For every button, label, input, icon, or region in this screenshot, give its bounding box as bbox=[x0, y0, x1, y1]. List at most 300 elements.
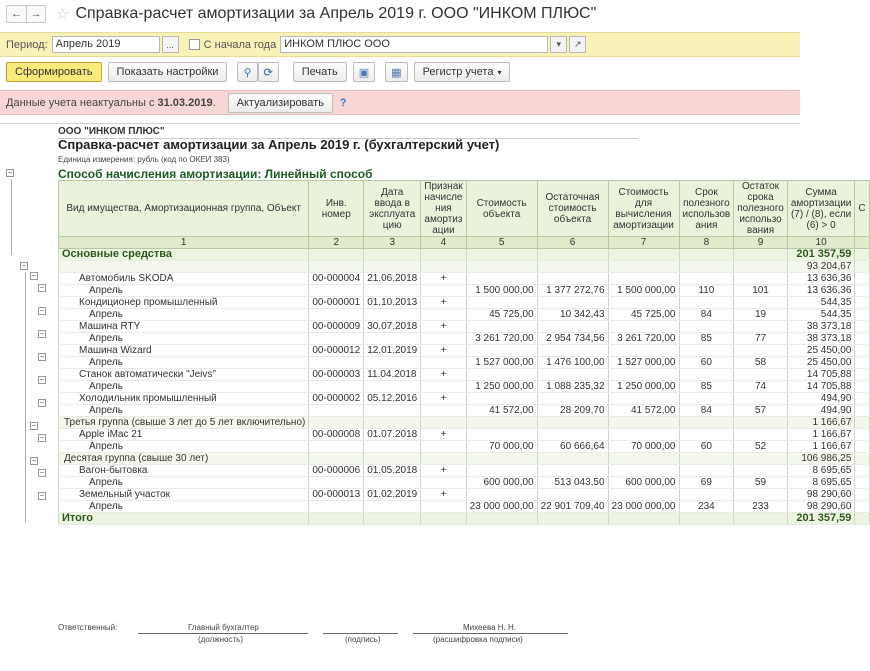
column-header: Стоимость объекта bbox=[466, 181, 537, 237]
table-cell bbox=[466, 345, 537, 357]
table-cell bbox=[855, 297, 869, 309]
table-cell bbox=[855, 393, 869, 405]
column-header: Вид имущества, Амортизационная группа, Объект bbox=[59, 181, 309, 237]
table-cell bbox=[855, 405, 869, 417]
table-row[interactable] bbox=[59, 369, 870, 381]
table-cell: 85 bbox=[679, 381, 734, 393]
table-cell: 00-000013 bbox=[309, 489, 364, 501]
table-cell: 1 500 000,00 bbox=[608, 285, 679, 297]
table-cell: 57 bbox=[734, 405, 788, 417]
table-cell bbox=[537, 345, 608, 357]
warning-text: Данные учета неактуальны с bbox=[6, 96, 158, 109]
forward-button[interactable] bbox=[26, 5, 46, 23]
table-cell bbox=[364, 357, 421, 369]
table-cell bbox=[679, 321, 734, 333]
table-cell bbox=[466, 513, 537, 525]
table-cell bbox=[466, 321, 537, 333]
group-row[interactable] bbox=[59, 249, 870, 261]
table-cell: + bbox=[421, 273, 466, 285]
collapse-icon[interactable]: − bbox=[39, 329, 45, 338]
table-cell: Станок автоматически "Jeivs" bbox=[59, 369, 309, 381]
sign-caption: (подпись) bbox=[345, 635, 381, 644]
table-cell: + bbox=[421, 369, 466, 381]
table-row[interactable] bbox=[59, 477, 870, 489]
favorite-star-icon[interactable]: ☆ bbox=[56, 6, 70, 23]
collapse-icon[interactable]: − bbox=[39, 352, 45, 361]
table-cell bbox=[679, 417, 734, 429]
column-header: Дата ввода в эксплуата цию bbox=[364, 181, 421, 237]
table-cell: 01.07.2018 bbox=[364, 429, 421, 441]
table-cell: 38 373,18 bbox=[787, 333, 855, 345]
warning-dot: . bbox=[212, 96, 216, 109]
table-cell: Основные средства bbox=[59, 249, 309, 261]
table-cell: 11.04.2018 bbox=[364, 369, 421, 381]
table-cell bbox=[734, 489, 788, 501]
table-cell: 600 000,00 bbox=[466, 477, 537, 489]
table-cell bbox=[537, 417, 608, 429]
table-cell: 544,35 bbox=[787, 297, 855, 309]
table-cell bbox=[734, 321, 788, 333]
table-cell bbox=[855, 417, 869, 429]
table-cell: 494,90 bbox=[787, 405, 855, 417]
report-units: Единица измерения: рубль (код по ОКЕИ 383) bbox=[58, 155, 230, 164]
period-input[interactable]: Апрель 2019 bbox=[52, 36, 160, 53]
table-cell bbox=[537, 393, 608, 405]
table-row[interactable] bbox=[59, 465, 870, 477]
column-number: 6 bbox=[537, 237, 608, 249]
table-cell bbox=[608, 321, 679, 333]
collapse-icon[interactable]: − bbox=[39, 491, 45, 500]
column-number: 5 bbox=[466, 237, 537, 249]
table-cell bbox=[364, 441, 421, 453]
table-cell bbox=[537, 453, 608, 465]
table-cell: 1 250 000,00 bbox=[466, 381, 537, 393]
table-cell: + bbox=[421, 393, 466, 405]
table-cell: 22 901 709,40 bbox=[537, 501, 608, 513]
back-button[interactable] bbox=[6, 5, 26, 23]
table-column-numbers bbox=[59, 237, 870, 249]
table-cell: 60 666,64 bbox=[537, 441, 608, 453]
table-cell bbox=[855, 465, 869, 477]
table-cell bbox=[537, 321, 608, 333]
table-cell: Апрель bbox=[59, 381, 309, 393]
table-cell bbox=[421, 261, 466, 273]
name-line bbox=[413, 633, 568, 634]
table-cell bbox=[364, 501, 421, 513]
table-cell bbox=[679, 429, 734, 441]
table-cell bbox=[421, 381, 466, 393]
table-row[interactable] bbox=[59, 297, 870, 309]
table-cell: 233 bbox=[734, 501, 788, 513]
table-cell: 1 527 000,00 bbox=[608, 357, 679, 369]
tree-line bbox=[25, 272, 26, 522]
table-cell bbox=[608, 345, 679, 357]
table-cell bbox=[537, 465, 608, 477]
table-cell bbox=[364, 261, 421, 273]
name-value: Михеева Н. Н. bbox=[463, 623, 516, 632]
collapse-icon[interactable]: − bbox=[21, 261, 27, 270]
table-cell bbox=[855, 429, 869, 441]
arrow-left-icon: ← bbox=[11, 8, 22, 20]
table-cell: Апрель bbox=[59, 333, 309, 345]
table-cell bbox=[679, 453, 734, 465]
table-row[interactable] bbox=[59, 417, 870, 429]
table-cell: Вагон-бытовка bbox=[59, 465, 309, 477]
table-cell bbox=[734, 369, 788, 381]
table-cell bbox=[309, 357, 364, 369]
table-cell bbox=[734, 465, 788, 477]
table-cell bbox=[364, 405, 421, 417]
table-cell: 00-000003 bbox=[309, 369, 364, 381]
table-cell bbox=[855, 489, 869, 501]
table-cell: 3 261 720,00 bbox=[466, 333, 537, 345]
update-button[interactable]: Актуализировать bbox=[228, 93, 333, 113]
table-cell: Третья группа (свыше 3 лет до 5 лет включительно) bbox=[59, 417, 309, 429]
table-cell bbox=[421, 333, 466, 345]
table-cell bbox=[734, 261, 788, 273]
table-row[interactable] bbox=[59, 441, 870, 453]
chevron-down-icon: ▾ bbox=[556, 39, 561, 49]
table-row[interactable] bbox=[59, 453, 870, 465]
table-cell bbox=[309, 285, 364, 297]
table-cell: 1 250 000,00 bbox=[608, 381, 679, 393]
table-cell bbox=[537, 249, 608, 261]
table-cell bbox=[364, 477, 421, 489]
table-cell: 69 bbox=[679, 477, 734, 489]
table-cell: 74 bbox=[734, 381, 788, 393]
table-cell: 3 261 720,00 bbox=[608, 333, 679, 345]
table-cell bbox=[855, 513, 869, 525]
table-cell bbox=[734, 297, 788, 309]
table-cell: 85 bbox=[679, 333, 734, 345]
position-line bbox=[138, 633, 308, 634]
table-cell: + bbox=[421, 465, 466, 477]
table-cell: 13 636,36 bbox=[787, 285, 855, 297]
table-cell: Десятая группа (свыше 30 лет) bbox=[59, 453, 309, 465]
window-title: Справка-расчет амортизации за Апрель 2019 г. ООО "ИНКОМ ПЛЮС" bbox=[75, 5, 597, 22]
table-cell: 30.07.2018 bbox=[364, 321, 421, 333]
table-cell: + bbox=[421, 345, 466, 357]
table-row[interactable] bbox=[59, 309, 870, 321]
table-cell bbox=[421, 513, 466, 525]
table-cell bbox=[855, 249, 869, 261]
table-cell bbox=[421, 417, 466, 429]
table-cell bbox=[364, 285, 421, 297]
table-cell: + bbox=[421, 489, 466, 501]
table-row[interactable] bbox=[59, 333, 870, 345]
table-cell: 70 000,00 bbox=[466, 441, 537, 453]
table-cell bbox=[608, 273, 679, 285]
table-cell bbox=[608, 429, 679, 441]
help-icon[interactable]: ? bbox=[339, 96, 347, 109]
search-icon: ⚲ bbox=[243, 66, 252, 79]
table-cell bbox=[855, 333, 869, 345]
table-cell: 45 725,00 bbox=[608, 309, 679, 321]
register-label: Регистр учета bbox=[422, 66, 494, 78]
column-number: 7 bbox=[608, 237, 679, 249]
table-cell: 93 204,67 bbox=[787, 261, 855, 273]
table-cell bbox=[855, 501, 869, 513]
table-cell: 106 986,25 bbox=[787, 453, 855, 465]
save-icon: ▦ bbox=[391, 66, 402, 79]
table-cell bbox=[364, 417, 421, 429]
table-cell: 1 377 272,76 bbox=[537, 285, 608, 297]
table-cell: 10 342,43 bbox=[537, 309, 608, 321]
generate-button[interactable]: Сформировать bbox=[6, 62, 102, 82]
warning-message bbox=[6, 97, 216, 109]
signature-block bbox=[58, 623, 658, 647]
organization-dropdown[interactable] bbox=[550, 36, 567, 53]
table-cell bbox=[466, 429, 537, 441]
table-row[interactable] bbox=[59, 345, 870, 357]
column-number: 4 bbox=[421, 237, 466, 249]
print-button[interactable]: Печать bbox=[293, 62, 347, 82]
table-cell bbox=[309, 417, 364, 429]
table-cell: 00-000001 bbox=[309, 297, 364, 309]
table-cell: 110 bbox=[679, 285, 734, 297]
table-cell: 14 705,88 bbox=[787, 369, 855, 381]
table-cell bbox=[679, 249, 734, 261]
table-cell bbox=[309, 405, 364, 417]
table-cell bbox=[608, 465, 679, 477]
collapse-icon[interactable]: − bbox=[31, 456, 37, 465]
table-cell bbox=[364, 381, 421, 393]
table-cell: 12.01.2019 bbox=[364, 345, 421, 357]
table-header bbox=[59, 181, 870, 237]
column-header: Признак начисле ния амортиз ации bbox=[421, 181, 466, 237]
table-row[interactable] bbox=[59, 357, 870, 369]
table-cell bbox=[679, 465, 734, 477]
table-cell bbox=[421, 405, 466, 417]
ellipsis-icon: ... bbox=[166, 39, 174, 50]
table-cell bbox=[309, 501, 364, 513]
save-button[interactable] bbox=[385, 62, 407, 82]
table-cell: 58 bbox=[734, 357, 788, 369]
column-number: 10 bbox=[787, 237, 855, 249]
collapse-icon[interactable]: − bbox=[39, 283, 45, 292]
table-cell: Апрель bbox=[59, 441, 309, 453]
table-cell bbox=[608, 489, 679, 501]
table-cell: 13 636,36 bbox=[787, 273, 855, 285]
table-row[interactable] bbox=[59, 261, 870, 273]
table-cell: Машина RTY bbox=[59, 321, 309, 333]
table-cell bbox=[608, 393, 679, 405]
table-cell: 84 bbox=[679, 405, 734, 417]
table-cell: Машина Wizard bbox=[59, 345, 309, 357]
column-number: 3 bbox=[364, 237, 421, 249]
table-cell bbox=[421, 453, 466, 465]
show-settings-button[interactable]: Показать настройки bbox=[108, 62, 228, 82]
table-row[interactable] bbox=[59, 381, 870, 393]
report-method: Способ начисления амортизации: Линейный способ bbox=[58, 167, 373, 181]
preview-button[interactable] bbox=[353, 62, 375, 82]
table-cell bbox=[734, 345, 788, 357]
table-cell: 00-000004 bbox=[309, 273, 364, 285]
table-cell bbox=[855, 369, 869, 381]
table-row[interactable] bbox=[59, 285, 870, 297]
table-cell: Апрель bbox=[59, 501, 309, 513]
collapse-icon[interactable]: − bbox=[39, 306, 45, 315]
search-button[interactable] bbox=[237, 62, 257, 82]
period-choose-button[interactable] bbox=[162, 36, 179, 53]
table-cell: 00-000002 bbox=[309, 393, 364, 405]
table-cell bbox=[679, 369, 734, 381]
table-cell bbox=[364, 333, 421, 345]
table-cell: 101 bbox=[734, 285, 788, 297]
table-row[interactable] bbox=[59, 405, 870, 417]
table-cell bbox=[466, 489, 537, 501]
table-cell bbox=[421, 285, 466, 297]
table-cell bbox=[734, 393, 788, 405]
total-row[interactable] bbox=[59, 513, 870, 525]
arrow-right-icon: → bbox=[30, 8, 42, 20]
table-cell bbox=[59, 261, 309, 273]
table-cell bbox=[734, 273, 788, 285]
table-row[interactable] bbox=[59, 273, 870, 285]
table-cell bbox=[421, 249, 466, 261]
table-cell: Земельный участок bbox=[59, 489, 309, 501]
table-cell: 1 088 235,32 bbox=[537, 381, 608, 393]
table-row[interactable] bbox=[59, 501, 870, 513]
table-cell: 21.06.2018 bbox=[364, 273, 421, 285]
table-cell bbox=[734, 249, 788, 261]
table-cell bbox=[855, 345, 869, 357]
collapse-icon[interactable]: − bbox=[39, 398, 45, 407]
table-cell: 60 bbox=[679, 441, 734, 453]
table-cell bbox=[855, 453, 869, 465]
collapse-icon[interactable]: − bbox=[7, 168, 13, 177]
table-cell: + bbox=[421, 429, 466, 441]
table-cell bbox=[466, 273, 537, 285]
table-cell: 01.05.2018 bbox=[364, 465, 421, 477]
table-cell: Апрель bbox=[59, 357, 309, 369]
report-title: Справка-расчет амортизации за Апрель 2019 г. (бухгалтерский учет) bbox=[58, 137, 500, 152]
table-cell bbox=[734, 453, 788, 465]
table-cell: 01.10.2013 bbox=[364, 297, 421, 309]
report-area bbox=[0, 123, 866, 671]
table-cell: 8 695,65 bbox=[787, 477, 855, 489]
table-row[interactable] bbox=[59, 393, 870, 405]
table-cell: 28 209,70 bbox=[537, 405, 608, 417]
table-cell bbox=[855, 321, 869, 333]
column-header: С bbox=[855, 181, 869, 237]
search-next-button[interactable] bbox=[258, 62, 279, 82]
collapse-icon[interactable]: − bbox=[39, 433, 45, 442]
warning-date: 31.03.2019 bbox=[157, 96, 213, 109]
table-cell: 60 bbox=[679, 357, 734, 369]
table-cell bbox=[466, 369, 537, 381]
table-cell: 1 500 000,00 bbox=[466, 285, 537, 297]
table-cell: 41 572,00 bbox=[466, 405, 537, 417]
collapse-icon[interactable]: − bbox=[39, 468, 45, 477]
table-cell: Апрель bbox=[59, 309, 309, 321]
table-cell bbox=[421, 477, 466, 489]
table-cell bbox=[679, 345, 734, 357]
table-cell: 25 450,00 bbox=[787, 357, 855, 369]
column-header: Остаточная стоимость объекта bbox=[537, 181, 608, 237]
table-cell: 98 290,60 bbox=[787, 489, 855, 501]
register-button[interactable] bbox=[414, 62, 511, 82]
table-cell: 1 476 100,00 bbox=[537, 357, 608, 369]
responsible-label: Ответственный: bbox=[58, 623, 118, 632]
table-cell: + bbox=[421, 321, 466, 333]
table-cell: 98 290,60 bbox=[787, 501, 855, 513]
table-cell: Апрель bbox=[59, 477, 309, 489]
column-number bbox=[855, 237, 869, 249]
sign-line bbox=[323, 633, 398, 634]
table-cell: Апрель bbox=[59, 405, 309, 417]
organization-input[interactable]: ИНКОМ ПЛЮС ООО bbox=[280, 36, 548, 53]
table-cell bbox=[855, 381, 869, 393]
table-cell bbox=[608, 417, 679, 429]
column-number: 8 bbox=[679, 237, 734, 249]
table-cell bbox=[855, 285, 869, 297]
amortization-table bbox=[58, 180, 870, 525]
collapse-icon[interactable]: − bbox=[31, 271, 37, 280]
table-cell: Кондиционер промышленный bbox=[59, 297, 309, 309]
table-row[interactable] bbox=[59, 321, 870, 333]
table-cell: Апрель bbox=[59, 285, 309, 297]
table-cell bbox=[309, 441, 364, 453]
table-cell bbox=[309, 333, 364, 345]
table-cell bbox=[537, 297, 608, 309]
table-cell: 84 bbox=[679, 309, 734, 321]
collapse-icon[interactable]: − bbox=[39, 375, 45, 384]
table-cell: 8 695,65 bbox=[787, 465, 855, 477]
table-cell: 1 527 000,00 bbox=[466, 357, 537, 369]
from-start-checkbox[interactable] bbox=[189, 39, 200, 50]
table-cell bbox=[309, 309, 364, 321]
table-cell bbox=[679, 393, 734, 405]
table-cell bbox=[466, 417, 537, 429]
table-cell: 19 bbox=[734, 309, 788, 321]
table-cell bbox=[537, 261, 608, 273]
table-cell: 38 373,18 bbox=[787, 321, 855, 333]
table-cell bbox=[855, 477, 869, 489]
column-header: Стоимость для вычисления амортизации bbox=[608, 181, 679, 237]
report-organization: ООО "ИНКОМ ПЛЮС" bbox=[58, 126, 638, 139]
table-cell: 234 bbox=[679, 501, 734, 513]
warning-bar bbox=[0, 90, 800, 115]
table-cell: 23 000 000,00 bbox=[466, 501, 537, 513]
table-cell bbox=[855, 261, 869, 273]
organization-open-button[interactable] bbox=[569, 36, 586, 53]
table-row[interactable] bbox=[59, 429, 870, 441]
table-cell bbox=[734, 513, 788, 525]
table-cell: Apple iMac 21 bbox=[59, 429, 309, 441]
table-cell: 23 000 000,00 bbox=[608, 501, 679, 513]
collapse-icon[interactable]: − bbox=[31, 421, 37, 430]
table-cell bbox=[537, 429, 608, 441]
table-cell bbox=[309, 477, 364, 489]
table-cell bbox=[537, 489, 608, 501]
table-cell: Итого bbox=[59, 513, 309, 525]
table-cell: 77 bbox=[734, 333, 788, 345]
table-cell bbox=[364, 513, 421, 525]
table-cell bbox=[608, 369, 679, 381]
from-start-label: С начала года bbox=[203, 38, 277, 51]
table-cell bbox=[466, 393, 537, 405]
table-cell: 1 166,67 bbox=[787, 429, 855, 441]
column-number: 2 bbox=[309, 237, 364, 249]
table-cell: 14 705,88 bbox=[787, 381, 855, 393]
table-cell bbox=[679, 513, 734, 525]
table-cell: 201 357,59 bbox=[787, 249, 855, 261]
table-cell bbox=[608, 249, 679, 261]
table-row[interactable] bbox=[59, 489, 870, 501]
table-cell: 52 bbox=[734, 441, 788, 453]
table-cell bbox=[734, 429, 788, 441]
